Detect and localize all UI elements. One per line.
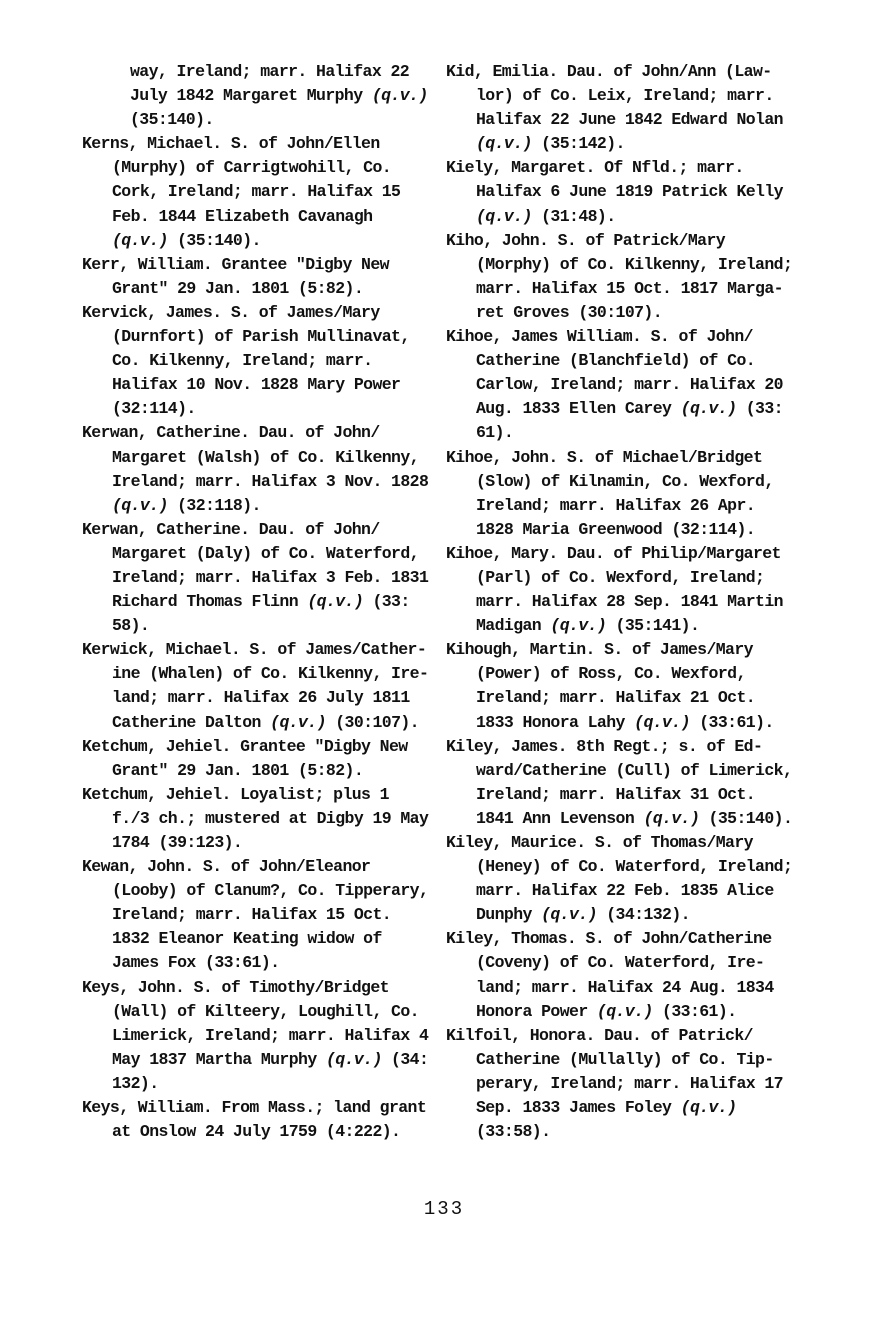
- entry: Kerwick, Michael. S. of James/Cather- ine (Whalen) of Co. Kilkenny, Ire- land; marr. Halifax 26 July 1811 Catherine Dalton (q.v.) (30:107).: [82, 640, 429, 732]
- entry: Kihough, Martin. S. of James/Mary (Power) of Ross, Co. Wexford, Ireland; marr. Halifax 21 Oct. 1833 Honora Lahy (q.v.) (33:61).: [446, 640, 774, 732]
- left-column: [82, 60, 434, 1144]
- entry: Kerwan, Catherine. Dau. of John/ Margaret (Daly) of Co. Waterford, Ireland; marr. Halifax 3 Feb. 1831 Richard Thomas Flinn (q.v.) (33: 58).: [82, 519, 429, 636]
- entry: Kiley, James. 8th Regt.; s. of Ed- ward/Catherine (Cull) of Limerick, Ireland; marr. Halifax 31 Oct. 1841 Ann Levenson (q.v.) (35:140).: [446, 736, 793, 828]
- entry: Kewan, John. S. of John/Eleanor (Looby) of Clanum?, Co. Tipperary, Ireland; marr. Halifax 15 Oct. 1832 Eleanor Keating widow of James Fox (33:61).: [82, 857, 429, 973]
- entry: Kerns, Michael. S. of John/Ellen (Murphy) of Carrigtwohill, Co. Cork, Ireland; marr. Halifax 15 Feb. 1844 Elizabeth Cavanagh (q.v.) (35:140).: [82, 134, 401, 250]
- entry: Kilfoil, Honora. Dau. of Patrick/ Catherine (Mullally) of Co. Tip- perary, Ireland; marr. Halifax 17 Sep. 1833 James Foley (q.v.) (33:58).: [446, 1025, 783, 1142]
- entry: Ketchum, Jehiel. Loyalist; plus 1 f./3 ch.; mustered at Digby 19 May 1784 (39:123).: [82, 784, 429, 852]
- entry: Kihoe, Mary. Dau. of Philip/Margaret (Parl) of Co. Wexford, Ireland; marr. Halifax 28 Sep. 1841 Martin Madigan (q.v.) (35:141).: [446, 543, 783, 636]
- entry: Kihoe, James William. S. of John/ Catherine (Blanchfield) of Co. Carlow, Ireland; marr. Halifax 20 Aug. 1833 Ellen Carey (q.v.) (33: 61).: [446, 327, 783, 443]
- entry: Kid, Emilia. Dau. of John/Ann (Law- lor) of Co. Leix, Ireland; marr. Halifax 22 June 1842 Edward Nolan (q.v.) (35:142).: [446, 62, 783, 154]
- page-number: 133: [423, 1198, 465, 1220]
- entry: Kiho, John. S. of Patrick/Mary (Morphy) of Co. Kilkenny, Ireland; marr. Halifax 15 Oct. 1817 Marga- ret Groves (30:107).: [446, 230, 793, 322]
- entry: way, Ireland; marr. Halifax 22 July 1842 Margaret Murphy (q.v.) (35:140).: [130, 62, 428, 130]
- entry: Ketchum, Jehiel. Grantee "Digby New Grant" 29 Jan. 1801 (5:82).: [82, 736, 408, 780]
- entry: Kiley, Maurice. S. of Thomas/Mary (Heney) of Co. Waterford, Ireland; marr. Halifax 22 Feb. 1835 Alice Dunphy (q.v.) (34:132).: [446, 833, 793, 925]
- entry: Kiley, Thomas. S. of John/Catherine (Coveny) of Co. Waterford, Ire- land; marr. Halifax 24 Aug. 1834 Honora Power (q.v.) (33:61).: [446, 929, 774, 1021]
- entry: Kerwan, Catherine. Dau. of John/ Margaret (Walsh) of Co. Kilkenny, Ireland; marr. Halifax 3 Nov. 1828 (q.v.) (32:118).: [82, 423, 429, 515]
- entry: Kiely, Margaret. Of Nfld.; marr. Halifax 6 June 1819 Patrick Kelly (q.v.) (31:48).: [446, 158, 783, 226]
- entry: Kihoe, John. S. of Michael/Bridget (Slow) of Kilnamin, Co. Wexford, Ireland; marr. Halifax 26 Apr. 1828 Maria Greenwood (32:114).: [446, 447, 774, 539]
- entry: Keys, William. From Mass.; land grant at Onslow 24 July 1759 (4:222).: [82, 1098, 427, 1142]
- entry: Keys, John. S. of Timothy/Bridget (Wall) of Kilteery, Loughill, Co. Limerick, Ireland; marr. Halifax 4 May 1837 Martha Murphy (q.v.) (34: 132).: [82, 977, 429, 1093]
- right-column: [446, 60, 806, 1144]
- entry: Kerr, William. Grantee "Digby New Grant" 29 Jan. 1801 (5:82).: [82, 254, 389, 298]
- entry: Kervick, James. S. of James/Mary (Durnfort) of Parish Mullinavat, Co. Kilkenny, Ireland; marr. Halifax 10 Nov. 1828 Mary Power (32:114).: [82, 302, 410, 419]
